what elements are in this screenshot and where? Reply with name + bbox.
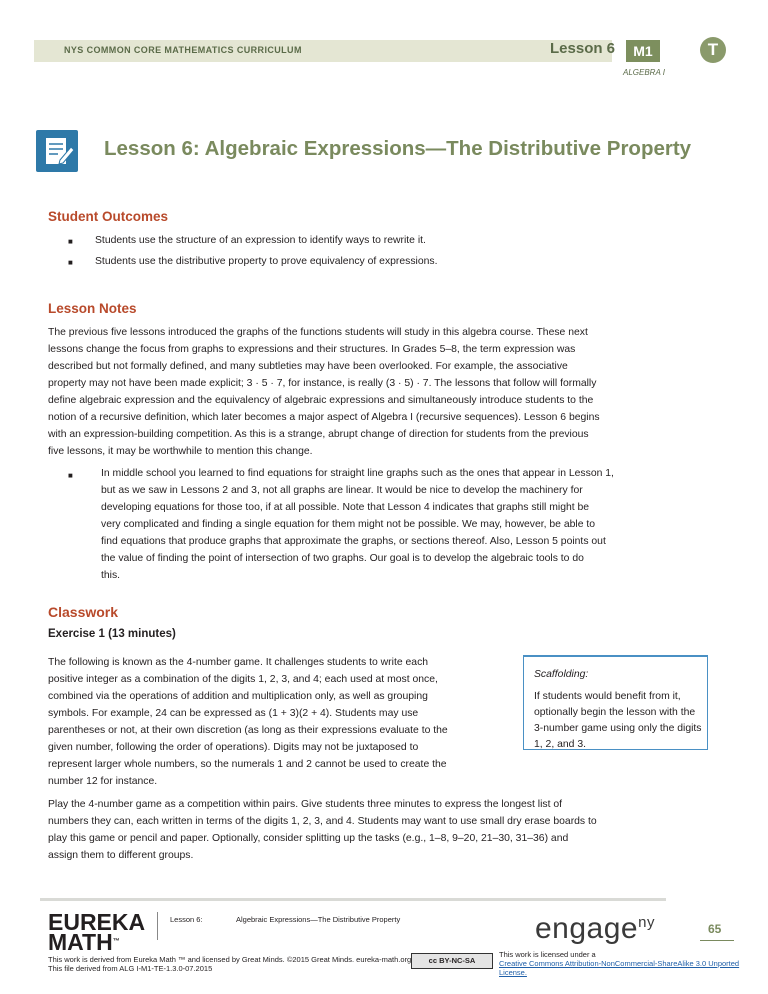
scaffolding-box <box>523 655 708 750</box>
license-text <box>499 950 768 977</box>
text-line: described but not formally defined, and many subtleties may have been overlooked. For example, the associative <box>48 361 568 372</box>
text-line: Play the 4-number game as a competition within pairs. Give students three minutes to express the longest list of <box>48 799 563 810</box>
text-line: numbers they can, each written in terms of the digits 1, 2, 3, and 4. Students may want to use small dry erase boards to <box>48 816 597 827</box>
text-line: parentheses or not, at their own discretion (as long as their expressions evaluate to the <box>48 725 448 736</box>
outcome-item: Students use the structure of an expression to identify ways to rewrite it. <box>95 235 426 246</box>
eureka-math-logo <box>48 909 146 955</box>
lesson-plan-icon <box>36 130 78 172</box>
bullet-icon: ■ <box>68 471 73 480</box>
trademark: ™ <box>112 938 120 945</box>
logo-line: EUREKA <box>48 909 146 935</box>
bullet-icon: ■ <box>68 237 73 246</box>
teacher-badge: T <box>700 37 726 63</box>
lesson-label: Lesson 6 <box>550 40 616 57</box>
lesson-notes-paragraph <box>48 324 600 460</box>
engageny-logo <box>535 912 655 946</box>
credit-line: This file derived from ALG I-M1-TE-1.3.0-07.2015 <box>48 964 213 973</box>
text-line: play this game or pencil and paper. Optionally, consider splitting up the tasks (e.g., 1–8, 9–20, 21–30, 31–36) and <box>48 833 569 844</box>
text-line: very complicated and finding a single equation for them might not be possible. We may, however, be able to <box>101 519 596 530</box>
text-line: symbols. For example, 24 can be expressed as (1 + 3)(2 + 4). Students may use <box>48 708 419 719</box>
play-paragraph <box>48 796 597 864</box>
text-line: notion of a recursive definition, which later becomes a major aspect of Algebra I (recursive sequences). Lesson 6 begins <box>48 412 600 423</box>
page-title: Lesson 6: Algebraic Expressions—The Distributive Property <box>104 137 692 160</box>
logo-line: MATH <box>48 929 113 955</box>
text-line: lessons change the focus from graphs to expressions and their structures. In Grades 5–8, the term expression was <box>48 344 576 355</box>
text-line: define algebraic expression and the equivalency of algebraic expressions and simultaneously introduce students to the <box>48 395 594 406</box>
page-number-rule <box>700 940 734 941</box>
scaffolding-title: Scaffolding: <box>534 669 589 680</box>
credit-line: This work is derived from Eureka Math ™ and licensed by Great Minds. ©2015 Great Minds. eureka-math.org <box>48 955 412 964</box>
text-line: number 12 for instance. <box>48 776 158 787</box>
logo-word: engage <box>535 912 639 945</box>
text-line: with an expression-building competition. As this is a strange, abrupt change of direction for students from the previous <box>48 429 589 440</box>
text-line: property may not have been made explicit; 3 · 5 · 7, for instance, is really (3 · 5) · 7. The lessons that follow will formally <box>48 378 597 389</box>
footer-credit <box>48 955 411 973</box>
scaffolding-text: If students would benefit from it, optionally begin the lesson with the 3-number game using only the digits 1, 2, and 3. <box>534 691 702 750</box>
text-line: The previous five lessons introduced the graphs of the functions students will study in this algebra course. These next <box>48 327 588 338</box>
exercise-paragraph <box>48 654 448 790</box>
page-number: 65 <box>708 922 722 936</box>
exercise-heading: Exercise 1 (13 minutes) <box>48 628 176 640</box>
footer-lesson-label: Lesson 6: <box>170 915 203 924</box>
text-line: the value of finding the point of intersection of two graphs. Our goal is to develop the algebraic tools to do <box>101 553 584 564</box>
outcome-item: Students use the distributive property to prove equivalency of expressions. <box>95 256 438 267</box>
footer-divider <box>157 912 158 940</box>
lesson-notes-heading: Lesson Notes <box>48 301 137 316</box>
text-line: find equations that produce graphs that approximate the graphs, or sections thereof. Also, Lesson 5 points out <box>101 536 606 547</box>
text-line: given number, following the order of operations). Digits may not be juxtaposed to <box>48 742 419 753</box>
text-line: this. <box>101 570 121 581</box>
curriculum-label: NYS COMMON CORE MATHEMATICS CURRICULUM <box>64 45 302 55</box>
lesson-notes-bullet-paragraph <box>101 465 614 584</box>
footer-lesson-title: Algebraic Expressions—The Distributive Property <box>236 915 401 924</box>
text-line: In middle school you learned to find equations for straight line graphs such as the ones that appear in Lesson 1, <box>101 468 614 479</box>
license-line: This work is licensed under a <box>499 950 596 959</box>
cc-license-badge: cc BY-NC-SA <box>411 953 493 969</box>
text-line: assign them to different groups. <box>48 850 194 861</box>
text-line: represent larger whole numbers, so the numerals 1 and 2 cannot be used to create the <box>48 759 447 770</box>
text-line: combined via the operations of addition and multiplication only, as well as grouping <box>48 691 428 702</box>
license-link[interactable]: Creative Commons Attribution-NonCommercial-ShareAlike 3.0 Unported License. <box>499 959 740 977</box>
bullet-icon: ■ <box>68 258 73 267</box>
logo-superscript: ny <box>638 914 655 931</box>
classwork-heading: Classwork <box>48 604 119 620</box>
text-line: five lessons, it may be worthwhile to mention this change. <box>48 446 313 457</box>
module-badge: M1 <box>626 40 660 62</box>
footer-rule <box>40 898 666 901</box>
text-line: The following is known as the 4-number game. It challenges students to write each <box>48 657 429 668</box>
text-line: developing equations for those too, if at all possible. Note that Lesson 4 indicates that graphs still might be <box>101 502 590 513</box>
text-line: but as we saw in Lessons 2 and 3, not all graphs are linear. It would be nice to develop the machinery for <box>101 485 583 496</box>
text-line: positive integer as a combination of the digits 1, 2, 3, and 4; each used at most once, <box>48 674 438 685</box>
student-outcomes-heading: Student Outcomes <box>48 209 169 224</box>
course-label: ALGEBRA I <box>623 68 665 77</box>
